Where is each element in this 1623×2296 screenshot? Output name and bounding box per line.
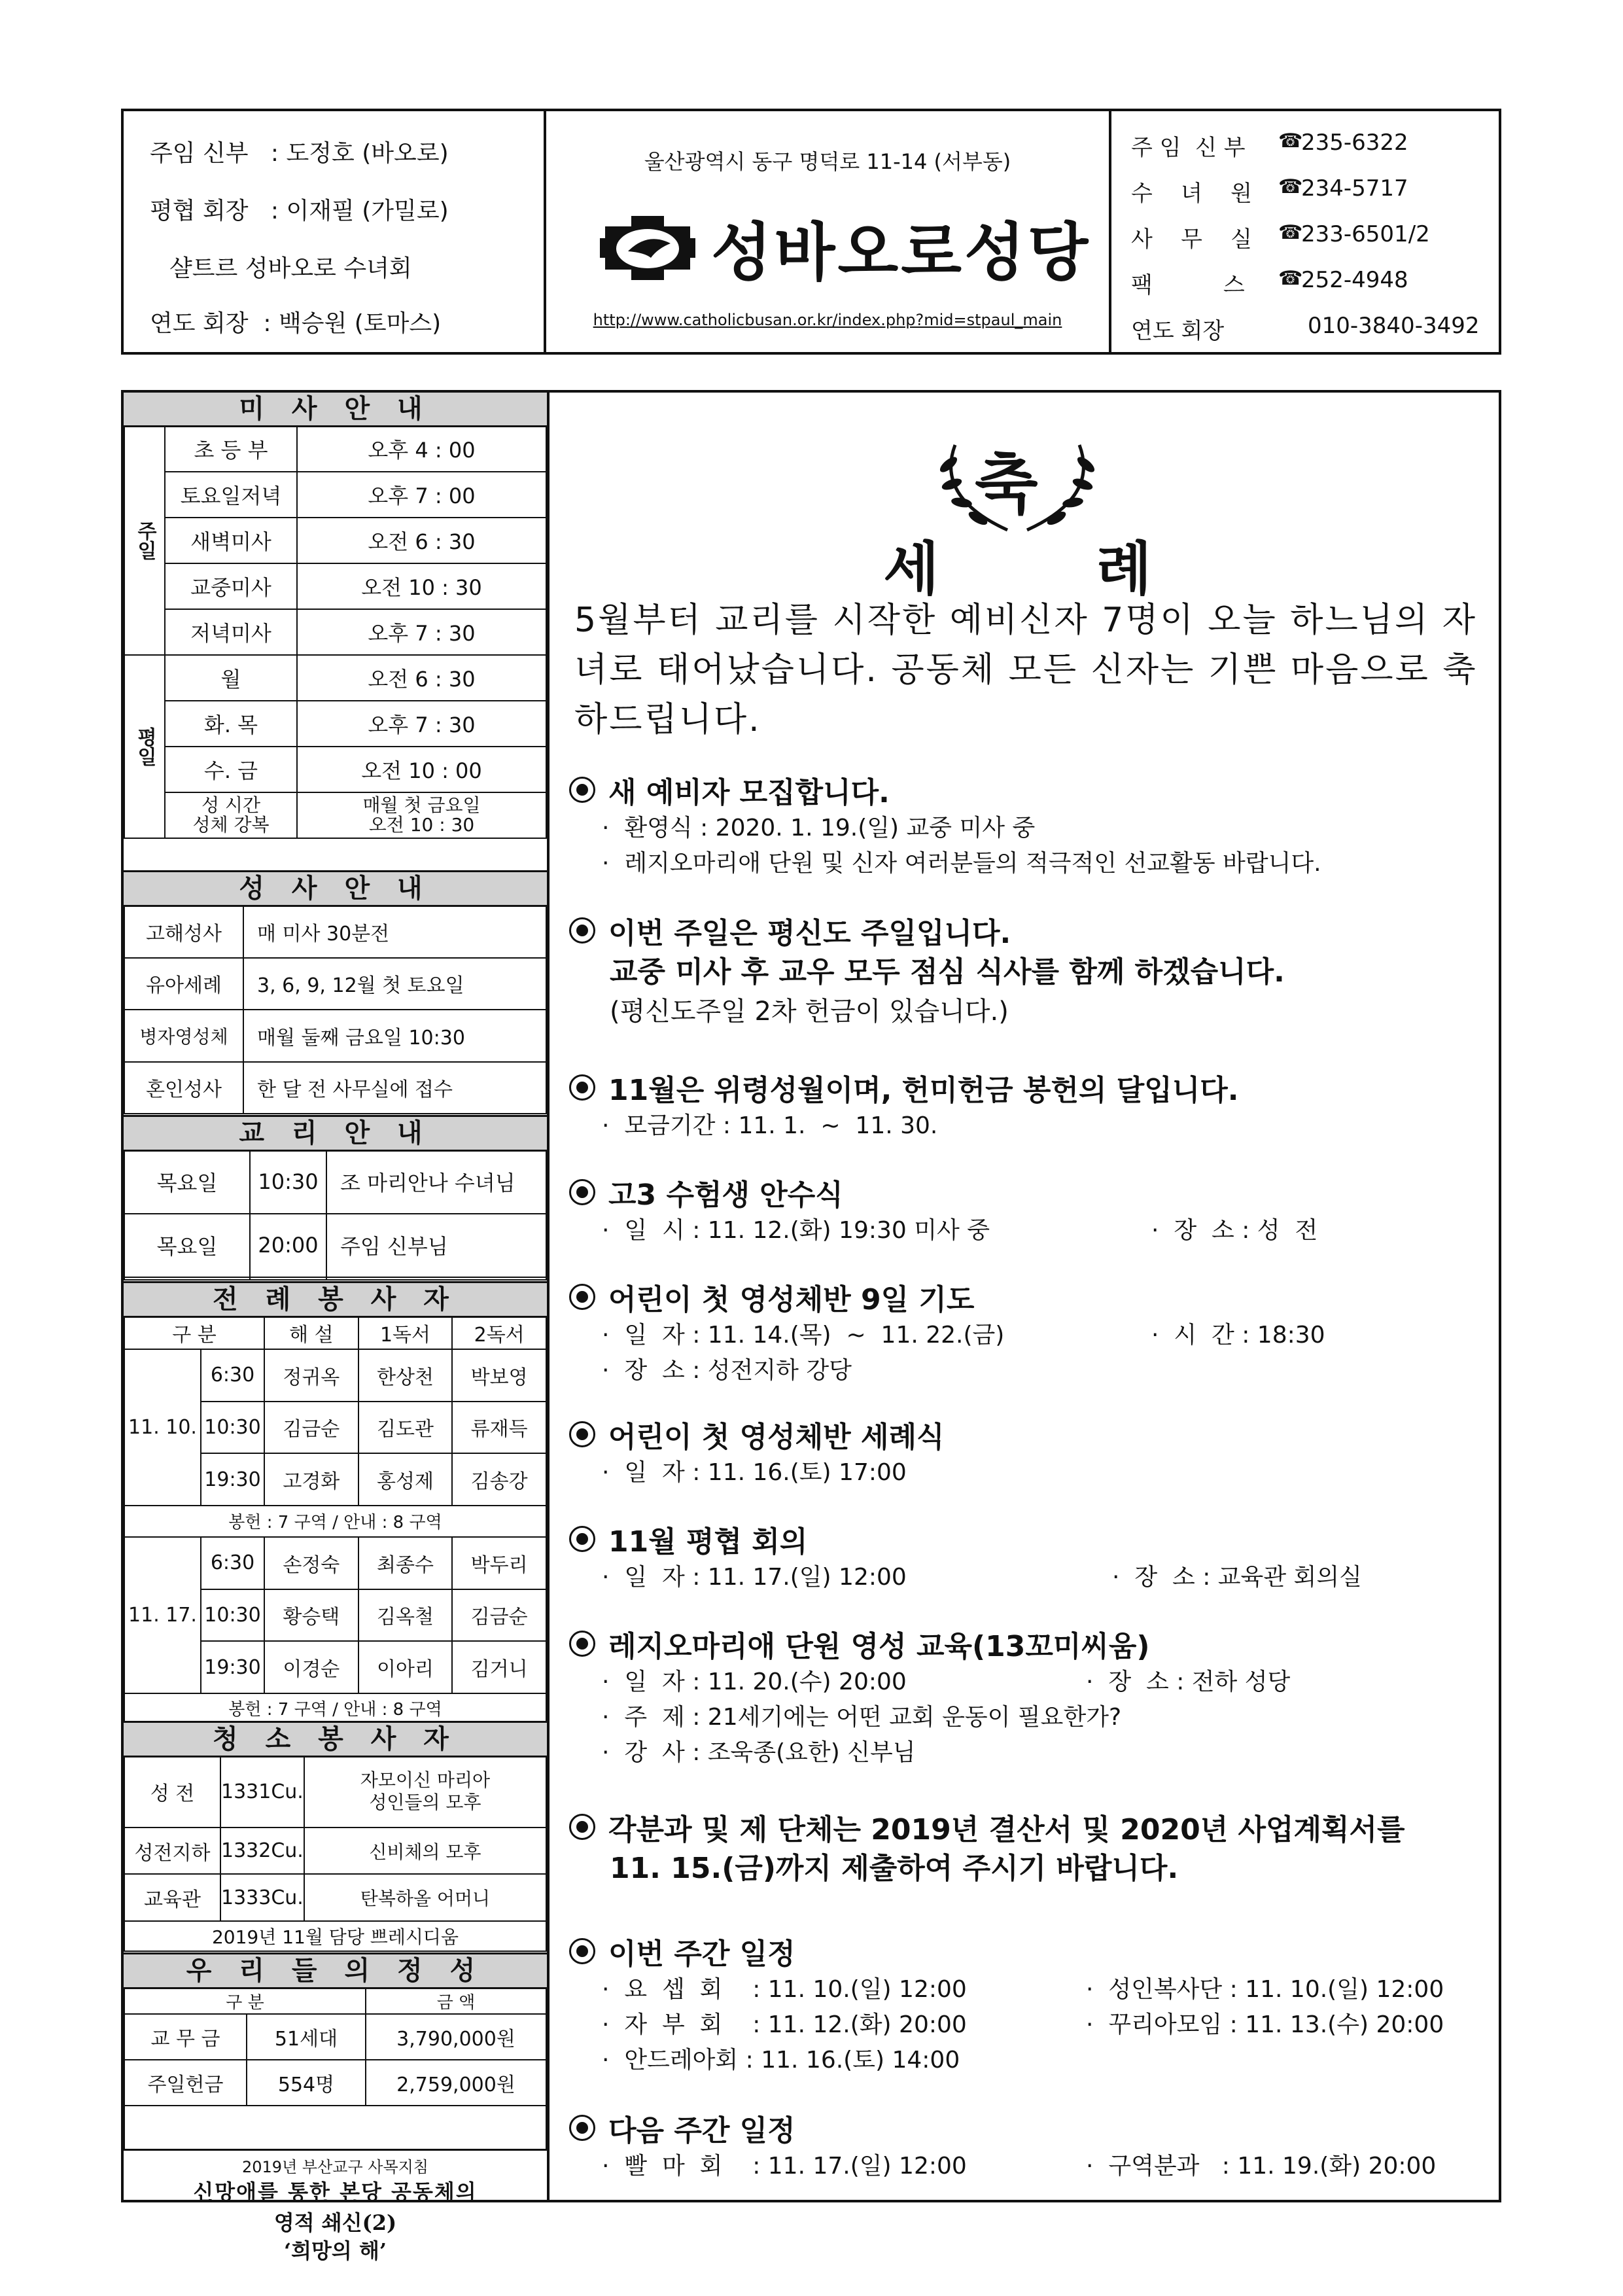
bullet-icon	[569, 1938, 595, 1964]
cleaning-presidium	[304, 1756, 546, 1828]
slogan-line4: ‘희망의 해’	[283, 2238, 387, 2263]
mass-time: 오전 10 : 30	[297, 563, 546, 609]
mass-time: 오후 7 : 00	[297, 472, 546, 518]
notice-title: 11월 평협 회의	[608, 1525, 808, 1559]
notice-line: · 장 소 : 성전지하 강당	[602, 1357, 852, 1384]
adoration-line: 매월 첫 금요일	[362, 794, 481, 816]
contact-phone: 252-4948	[1301, 267, 1408, 293]
server-name: 손정숙	[264, 1537, 358, 1589]
notice-title: 고3 수험생 안수식	[608, 1178, 843, 1212]
cleaning-place: 교육관	[124, 1874, 220, 1921]
phone-icon: ☎	[1278, 130, 1303, 152]
notice-line-left: · 빨 마 회 : 11. 17.(일) 12:00	[602, 2153, 967, 2180]
memorial-president-line: 연도 회장 : 백승원 (토마스)	[150, 310, 442, 337]
cleaning-group: 1332Cu.	[220, 1828, 304, 1875]
adoration-line: 오전 10 : 30	[368, 814, 475, 836]
notice-line-bold: 11. 15.(금)까지 제출하여 주시기 바랍니다.	[610, 1852, 1179, 1885]
class-day: 목요일	[124, 1214, 250, 1277]
cleaning-presidium: 탄복하올 어머니	[304, 1874, 546, 1921]
phone-icon: ☎	[1278, 175, 1303, 198]
cleaning-section-title: 청 소 봉 사 자	[124, 1721, 547, 1757]
notice-line-right: · 구역분과 : 11. 19.(화) 20:00	[1086, 2153, 1437, 2180]
sacrament-name: 유아세례	[124, 958, 243, 1010]
notice-item	[569, 769, 1485, 881]
offering-type: 주일헌금	[124, 2060, 247, 2106]
church-address: 울산광역시 동구 명덕로 11-14 (서부동)	[644, 149, 1011, 174]
catechism-table	[124, 1150, 547, 1280]
server-name: 류재득	[452, 1402, 546, 1454]
class-day: 목요일	[124, 1150, 250, 1214]
notice-line: · 안드레아회 : 11. 16.(토) 14:00	[602, 2047, 960, 2074]
notice-line	[602, 1560, 1485, 1595]
service-time: 19:30	[201, 1641, 264, 1693]
service-note: 봉헌 : 7 구역 / 안내 : 8 구역	[124, 1693, 546, 1722]
mass-name: 새벽미사	[165, 518, 297, 563]
column-header: 해 설	[264, 1316, 358, 1349]
contact-phone: 235-6322	[1301, 130, 1408, 156]
header-info-left	[121, 109, 546, 355]
slogan-line2: 신망애를 통한 본당 공동체의	[193, 2180, 478, 2204]
class-time	[250, 1277, 326, 1280]
left-info-column	[121, 390, 550, 2263]
service-time: 10:30	[201, 1402, 264, 1454]
sacrament-info: 한 달 전 사무실에 접수	[243, 1062, 546, 1114]
bullet-icon	[569, 2115, 595, 2141]
notice-line: · 주 제 : 21세기에는 어떤 교회 운동이 필요한가?	[602, 1704, 1122, 1731]
sacrament-section-title: 성 사 안 내	[124, 870, 547, 907]
column-header: 구 분	[124, 1316, 264, 1349]
offering-type: 교 무 금	[124, 2014, 247, 2060]
notice-item	[569, 1518, 1485, 1595]
server-name: 이경순	[264, 1641, 358, 1693]
notice-item	[569, 910, 1485, 1030]
sacrament-info: 매월 둘째 금요일 10:30	[243, 1010, 546, 1062]
service-time: 6:30	[201, 1537, 264, 1589]
presidium-line: 성인들의 모후	[369, 1792, 481, 1814]
bullet-icon	[569, 1074, 595, 1101]
notice-line: · 모금기간 : 11. 1. ~ 11. 30.	[602, 1112, 938, 1139]
contact-label: 팩 스	[1131, 272, 1245, 298]
notice-title: 11월은 위령성월이며, 헌미헌금 봉헌의 달입니다.	[608, 1074, 1239, 1107]
sacrament-info: 매 미사 30분전	[243, 906, 546, 958]
class-time: 20:00	[250, 1214, 326, 1277]
server-name: 박두리	[452, 1537, 546, 1589]
notice-note: (평신도주일 2차 헌금이 있습니다.)	[610, 997, 1009, 1027]
council-president-line: 평협 회장 : 이재필 (가밀로)	[150, 198, 449, 224]
notice-title: 어린이 첫 영성체반 세례식	[608, 1421, 945, 1454]
class-day	[124, 1277, 250, 1280]
server-name: 이아리	[358, 1641, 453, 1693]
service-note: 봉헌 : 7 구역 / 안내 : 8 구역	[124, 1506, 546, 1537]
notice-title: 레지오마리애 단원 영성 교육(13꼬미씨움)	[608, 1630, 1150, 1663]
service-time: 10:30	[201, 1589, 264, 1642]
mass-name: 월	[165, 655, 297, 701]
notice-item	[569, 2107, 1485, 2184]
bullet-icon	[569, 1526, 595, 1552]
sacrament-name: 병자영성체	[124, 1010, 243, 1062]
contact-label: 주 임 신 부	[1131, 135, 1246, 161]
server-name: 고경화	[264, 1453, 358, 1506]
server-name: 홍성제	[358, 1453, 453, 1506]
server-name: 박보영	[452, 1349, 546, 1402]
notice-line-right: · 성인복사단 : 11. 10.(일) 12:00	[1086, 1976, 1444, 2003]
notice-line-left: · 자 부 회 : 11. 12.(화) 20:00	[602, 2011, 967, 2038]
notice-title: 각분과 및 제 단체는 2019년 결산서 및 2020년 사업계획서를	[608, 1813, 1405, 1846]
cleaning-note: 2019년 11월 담당 쁘레시디움	[124, 1921, 546, 1951]
phone-icon: ☎	[1278, 221, 1303, 244]
class-time: 10:30	[250, 1150, 326, 1214]
notice-item	[569, 1276, 1485, 1388]
service-time: 6:30	[201, 1349, 264, 1402]
pastor-line: 주임 신부 : 도정호 (바오로)	[150, 140, 449, 167]
sacrament-name: 고해성사	[124, 906, 243, 958]
service-date: 11. 17.	[124, 1537, 201, 1693]
notice-line	[602, 1318, 1485, 1353]
server-name: 김금순	[264, 1402, 358, 1454]
adoration-name	[165, 792, 297, 838]
notice-line: · 레지오마리애 단원 및 신자 여러분들의 적극적인 선교활동 바랍니다.	[602, 850, 1321, 877]
service-time: 19:30	[201, 1453, 264, 1506]
server-name: 김옥철	[358, 1589, 453, 1642]
notice-item	[569, 1930, 1485, 2078]
server-name: 황승택	[264, 1589, 358, 1642]
mass-time: 오전 10 : 00	[297, 747, 546, 792]
cleaning-group: 1333Cu.	[220, 1874, 304, 1921]
notice-line	[602, 1665, 1485, 1700]
church-name	[599, 203, 1091, 292]
adoration-line: 성체 강복	[192, 814, 270, 836]
baptism-text: 5월부터 교리를 시작한 예비신자 7명이 오늘 하느님의 자녀로 태어났습니다. 공동체 모든 신자는 기쁜 마음으로 축하드립니다.	[574, 601, 1478, 739]
slogan-line3: 영적 쇄신(2)	[273, 2210, 397, 2235]
cleaning-presidium: 신비체의 모후	[304, 1828, 546, 1875]
sacrament-info: 3, 6, 9, 12월 첫 토요일	[243, 958, 546, 1010]
church-logo-icon	[599, 212, 697, 284]
notice-title: 어린이 첫 영성체반 9일 기도	[608, 1283, 975, 1316]
liturgy-table	[124, 1316, 547, 1723]
sunday-label: 주일	[124, 426, 165, 655]
notice-line: · 일 자 : 11. 16.(토) 17:00	[602, 1459, 907, 1486]
baptism-title: 세례	[883, 535, 1309, 603]
notice-line	[602, 1213, 1485, 1248]
contact-phone: 233-6501/2	[1301, 221, 1430, 247]
notice-title: 이번 주간 일정	[608, 1937, 795, 1971]
header-contacts	[1109, 109, 1501, 355]
notice-line-left: · 일 시 : 11. 12.(화) 19:30 미사 중	[602, 1217, 990, 1244]
notice-line: · 환영식 : 2020. 1. 19.(일) 교중 미사 중	[602, 815, 1036, 841]
sacrament-table	[124, 905, 547, 1114]
adoration-time	[297, 792, 546, 838]
notice-title: 다음 주간 일정	[608, 2114, 795, 2147]
mass-name: 토요일저녁	[165, 472, 297, 518]
offering-empty-row	[124, 2106, 546, 2150]
mass-table	[124, 425, 547, 839]
church-title-text: 성바오로성당	[711, 216, 1091, 289]
notice-line	[602, 1972, 1485, 2007]
sacrament-name: 혼인성사	[124, 1062, 243, 1114]
notice-line-right: · 장 소 : 성 전	[1151, 1217, 1318, 1244]
mass-name: 수. 금	[165, 747, 297, 792]
mass-name: 교중미사	[165, 563, 297, 609]
server-name: 최종수	[358, 1537, 453, 1589]
bullet-icon	[569, 1421, 595, 1447]
notice-line	[602, 2149, 1485, 2184]
notice-line	[602, 2007, 1485, 2043]
server-name: 김거니	[452, 1641, 546, 1693]
notice-item	[569, 1806, 1485, 1890]
bullet-icon	[569, 917, 595, 944]
contact-phone: 010-3840-3492	[1308, 313, 1480, 339]
bullet-icon	[569, 1284, 595, 1310]
server-name: 김도관	[358, 1402, 453, 1454]
church-website-link[interactable]: http://www.catholicbusan.or.kr/index.php?mid=stpaul_main	[593, 311, 1062, 329]
notice-item	[569, 1067, 1485, 1144]
class-teacher	[326, 1277, 546, 1280]
celebration-mark: 축	[975, 446, 1038, 523]
cleaning-place: 성전지하	[124, 1828, 220, 1875]
class-teacher: 주임 신부님	[326, 1214, 546, 1277]
adoration-line: 성 시간	[201, 794, 261, 816]
notice-line-left: · 요 셉 회 : 11. 10.(일) 12:00	[602, 1976, 967, 2003]
presidium-line: 자모이신 마리아	[360, 1769, 491, 1792]
contact-label: 수 녀 원	[1131, 181, 1252, 207]
bullet-icon	[569, 1179, 595, 1205]
contact-phone: 234-5717	[1301, 175, 1408, 202]
bullet-icon	[569, 1814, 595, 1840]
mass-time: 오후 7 : 30	[297, 701, 546, 747]
sisters-line: 샬트르 성바오로 수녀회	[169, 255, 412, 282]
slogan-line1: 2019년 부산교구 사목지침	[242, 2158, 428, 2176]
server-name: 김금순	[452, 1589, 546, 1642]
contact-label: 사 무 실	[1131, 226, 1252, 253]
notice-line-right: · 꾸리아모임 : 11. 13.(수) 20:00	[1086, 2011, 1444, 2038]
offering-section-title: 우 리 들 의 정 성	[124, 1952, 547, 1989]
bullet-icon	[569, 1631, 595, 1657]
column-header: 2독서	[452, 1316, 546, 1349]
offering-count: 554명	[247, 2060, 366, 2106]
weekday-label: 평일	[124, 655, 165, 838]
notice-line-left: · 일 자 : 11. 14.(목) ~ 11. 22.(금)	[602, 1322, 1005, 1349]
service-date: 11. 10.	[124, 1349, 201, 1506]
mass-name: 화. 목	[165, 701, 297, 747]
notice-item	[569, 1171, 1485, 1248]
server-name: 김송강	[452, 1453, 546, 1506]
offering-amount: 3,790,000원	[366, 2014, 546, 2060]
column-header: 1독서	[358, 1316, 453, 1349]
cleaning-table	[124, 1756, 547, 1952]
mass-time: 오전 6 : 30	[297, 655, 546, 701]
notice-line-right: · 장 소 : 교육관 회의실	[1112, 1564, 1362, 1591]
column-header: 금 액	[366, 1988, 546, 2014]
notice-title: 새 예비자 모집합니다.	[608, 776, 890, 809]
offering-table	[124, 1987, 547, 2151]
mass-name: 저녁미사	[165, 609, 297, 655]
notice-line-right: · 장 소 : 전하 성당	[1086, 1669, 1291, 1695]
notice-line: · 강 사 : 조욱종(요한) 신부님	[602, 1739, 916, 1766]
offering-count: 51세대	[247, 2014, 366, 2060]
notice-line-left: · 일 자 : 11. 20.(수) 20:00	[602, 1669, 907, 1695]
notice-line-bold: 교중 미사 후 교우 모두 점심 식사를 함께 하겠습니다.	[610, 955, 1285, 989]
notice-line-left: · 일 자 : 11. 17.(일) 12:00	[602, 1564, 907, 1591]
mass-time: 오후 4 : 00	[297, 426, 546, 472]
contact-label: 연도 회장	[1131, 318, 1225, 344]
server-name: 정귀옥	[264, 1349, 358, 1402]
notice-item	[569, 1413, 1485, 1491]
column-header: 구 분	[124, 1988, 366, 2014]
mass-time: 오전 6 : 30	[297, 518, 546, 563]
notice-line-right: · 시 간 : 18:30	[1151, 1322, 1325, 1349]
offering-amount: 2,759,000원	[366, 2060, 546, 2106]
phone-icon: ☎	[1278, 267, 1303, 290]
server-name: 한상천	[358, 1349, 453, 1402]
header-title-block	[546, 109, 1109, 355]
notice-title: 이번 주일은 평신도 주일입니다.	[608, 917, 1011, 950]
catechism-section-title: 교 리 안 내	[124, 1115, 547, 1152]
liturgy-section-title: 전 례 봉 사 자	[124, 1281, 547, 1318]
mass-section-title: 미 사 안 내	[124, 391, 547, 427]
cleaning-place: 성 전	[124, 1756, 220, 1828]
mass-name: 초 등 부	[165, 426, 297, 472]
notice-item	[569, 1623, 1485, 1771]
cleaning-group: 1331Cu.	[220, 1756, 304, 1828]
class-teacher: 조 마리안나 수녀님	[326, 1150, 546, 1214]
mass-time: 오후 7 : 30	[297, 609, 546, 655]
bullet-icon	[569, 777, 595, 803]
right-notice-column	[550, 390, 1501, 2202]
